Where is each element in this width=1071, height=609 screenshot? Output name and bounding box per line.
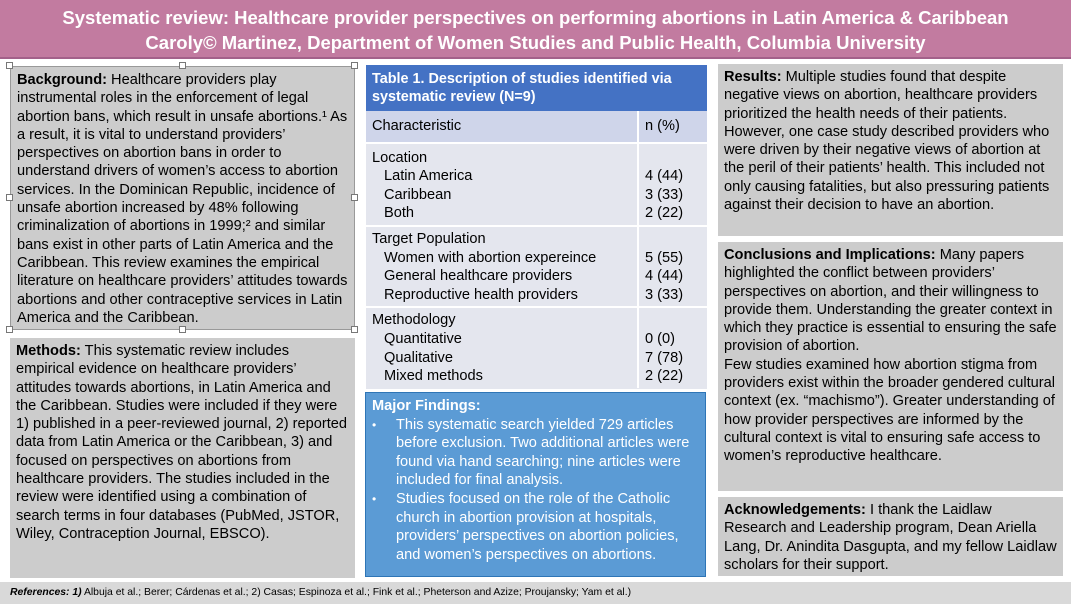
resize-handle-bottom-right[interactable] [351,326,358,333]
findings-list [372,416,699,565]
table-header-row [366,111,707,144]
group-name: Methodology [372,312,456,329]
list-item: • This systematic search yielded 729 articles before exclusion. Two additional articles were found via hand searching; nine articles were included for final analysis. [372,416,690,489]
poster-title: Systematic review: Healthcare provider perspectives on performing abortions in Latin America & Caribbean [62,7,1009,28]
resize-handle-top[interactable] [179,62,186,69]
table-cell: 2 (22) [645,205,684,222]
background-section[interactable] [10,66,355,330]
methods-label: Methods: [16,343,81,359]
references-bar[interactable] [0,582,1071,604]
table-cell: 3 (33) [645,286,684,303]
list-item: • Studies focused on the role of the Catholic church in abortion provision at hospitals, providers’ perspectives on abortion policies, and women’s perspectives on abortions. [372,490,679,563]
conclusions-label: Conclusions and Implications: [724,247,936,263]
group-name: Target Population [372,230,486,247]
major-findings-section[interactable] [365,392,706,577]
table-cell: 3 (33) [645,186,684,203]
conclusions-text-2: Few studies examined how abortion stigma from providers exist within the broader gendered cultural context (ex. “machismo”). Greater understanding of how provider perspectives are informed by the cultural context is vital to ensuring safe access to women’s reproductive healthcare. [724,356,1055,465]
bullet-icon: • [372,491,377,506]
resize-handle-bottom-left[interactable] [6,326,13,333]
table-title: Table 1. Description of studies identified via systematic review (N=9) [366,65,707,111]
table-cell: 5 (55) [645,249,684,266]
resize-handle-bottom[interactable] [179,326,186,333]
methods-section[interactable] [10,338,355,578]
table-cell: Both [384,205,415,222]
table-cell: Latin America [384,168,473,185]
conclusions-section[interactable] [718,242,1063,491]
poster-author: Caroly© Martinez, Department of Women Studies and Public Health, Columbia University [145,32,926,53]
table-cell: Women with abortion expereince [384,249,597,266]
acknowledgements-text: I thank the Laidlaw Research and Leadership program, Dean Ariella Lang, Dr. Anindita Dasgupta, and my fellow Laidlaw scholars for their support. [724,502,1057,573]
table-group-location [366,144,707,227]
conclusions-text: Many papers highlighted the conflict between providers’ perspectives on abortion, and their willingness to provide them. Understanding the greater context in which they practice is essential to ensuring the safe provision of abortion. [724,247,1057,355]
table-header-n: n (%) [645,118,680,134]
table-cell: General healthcare providers [384,268,573,285]
table-cell: Qualitative [384,349,453,366]
table-cell: 7 (78) [645,349,684,366]
poster-header [0,0,1071,59]
bullet-icon: • [372,417,377,432]
table-cell: Quantitative [384,330,462,347]
group-name: Location [372,149,428,166]
references-text: Albuja et al.; Berer; Cárdenas et al.; 2) Casas; Espinoza et al.; Fink et al.; Pheterson and Azize; Proujansky; Yam et al.) [81,587,632,598]
table-header-characteristic: Characteristic [366,111,639,142]
methods-text: This systematic review includes empirical evidence on healthcare providers’ attitudes towards abortions, in Latin America and the Caribbean. Studies were included if they were 1) published in a peer-reviewed journal, 2) reported data from Latin America or the Caribbean, 3) and focused on perspectives on abortions from healthcare providers. The studies included in the review were identified using a combination of search terms in four databases (PubMed, JSTOR, Wiley, Contraception Journal, EBSCO). [16,343,347,542]
results-text: Multiple studies found that despite negative views on abortion, healthcare providers prioritized the health needs of their patients. However, one case study described providers who were driven by their negative views of abortion at the peril of their patients’ health. This included not only causing fatalities, but also pressuring patients against their decision to have an abortion. [724,69,1050,214]
background-label: Background: [17,72,107,88]
resize-handle-left[interactable] [6,194,13,201]
table-cell: Caribbean [384,186,452,203]
resize-handle-top-right[interactable] [351,62,358,69]
findings-title: Major Findings: [372,398,481,414]
references-label: References: 1) [10,587,82,598]
background-text: Healthcare providers play instrumental roles in the enforcement of legal abortion bans, which result in unsafe abortions.¹ As a result, it is vital to understand providers’ perspectives on abortion bans in order to understand drivers of women’s access to abortion services. In the Dominican Republic, incidence of unsafe abortion increased by 48% following criminalization of abortions in 1999;² and similar bans exist in other parts of Latin America and the Caribbean. This review examines the empirical literature on healthcare providers’ attitudes towards abortions and other contraceptive services in Latin America and the Caribbean. [17,72,348,326]
table-cell: Mixed methods [384,368,483,385]
table-group-methodology [366,308,707,387]
table-cell: 4 (44) [645,168,684,185]
table-group-target-population [366,227,707,308]
studies-table[interactable] [366,65,707,389]
table-cell: Reproductive health providers [384,286,578,303]
results-section[interactable] [718,64,1063,236]
resize-handle-top-left[interactable] [6,62,13,69]
acknowledgements-section[interactable] [718,497,1063,576]
table-cell: 4 (44) [645,268,684,285]
table-cell: 2 (22) [645,368,684,385]
acknowledgements-label: Acknowledgements: [724,502,866,518]
results-label: Results: [724,69,782,85]
resize-handle-right[interactable] [351,194,358,201]
table-cell: 0 (0) [645,330,676,347]
